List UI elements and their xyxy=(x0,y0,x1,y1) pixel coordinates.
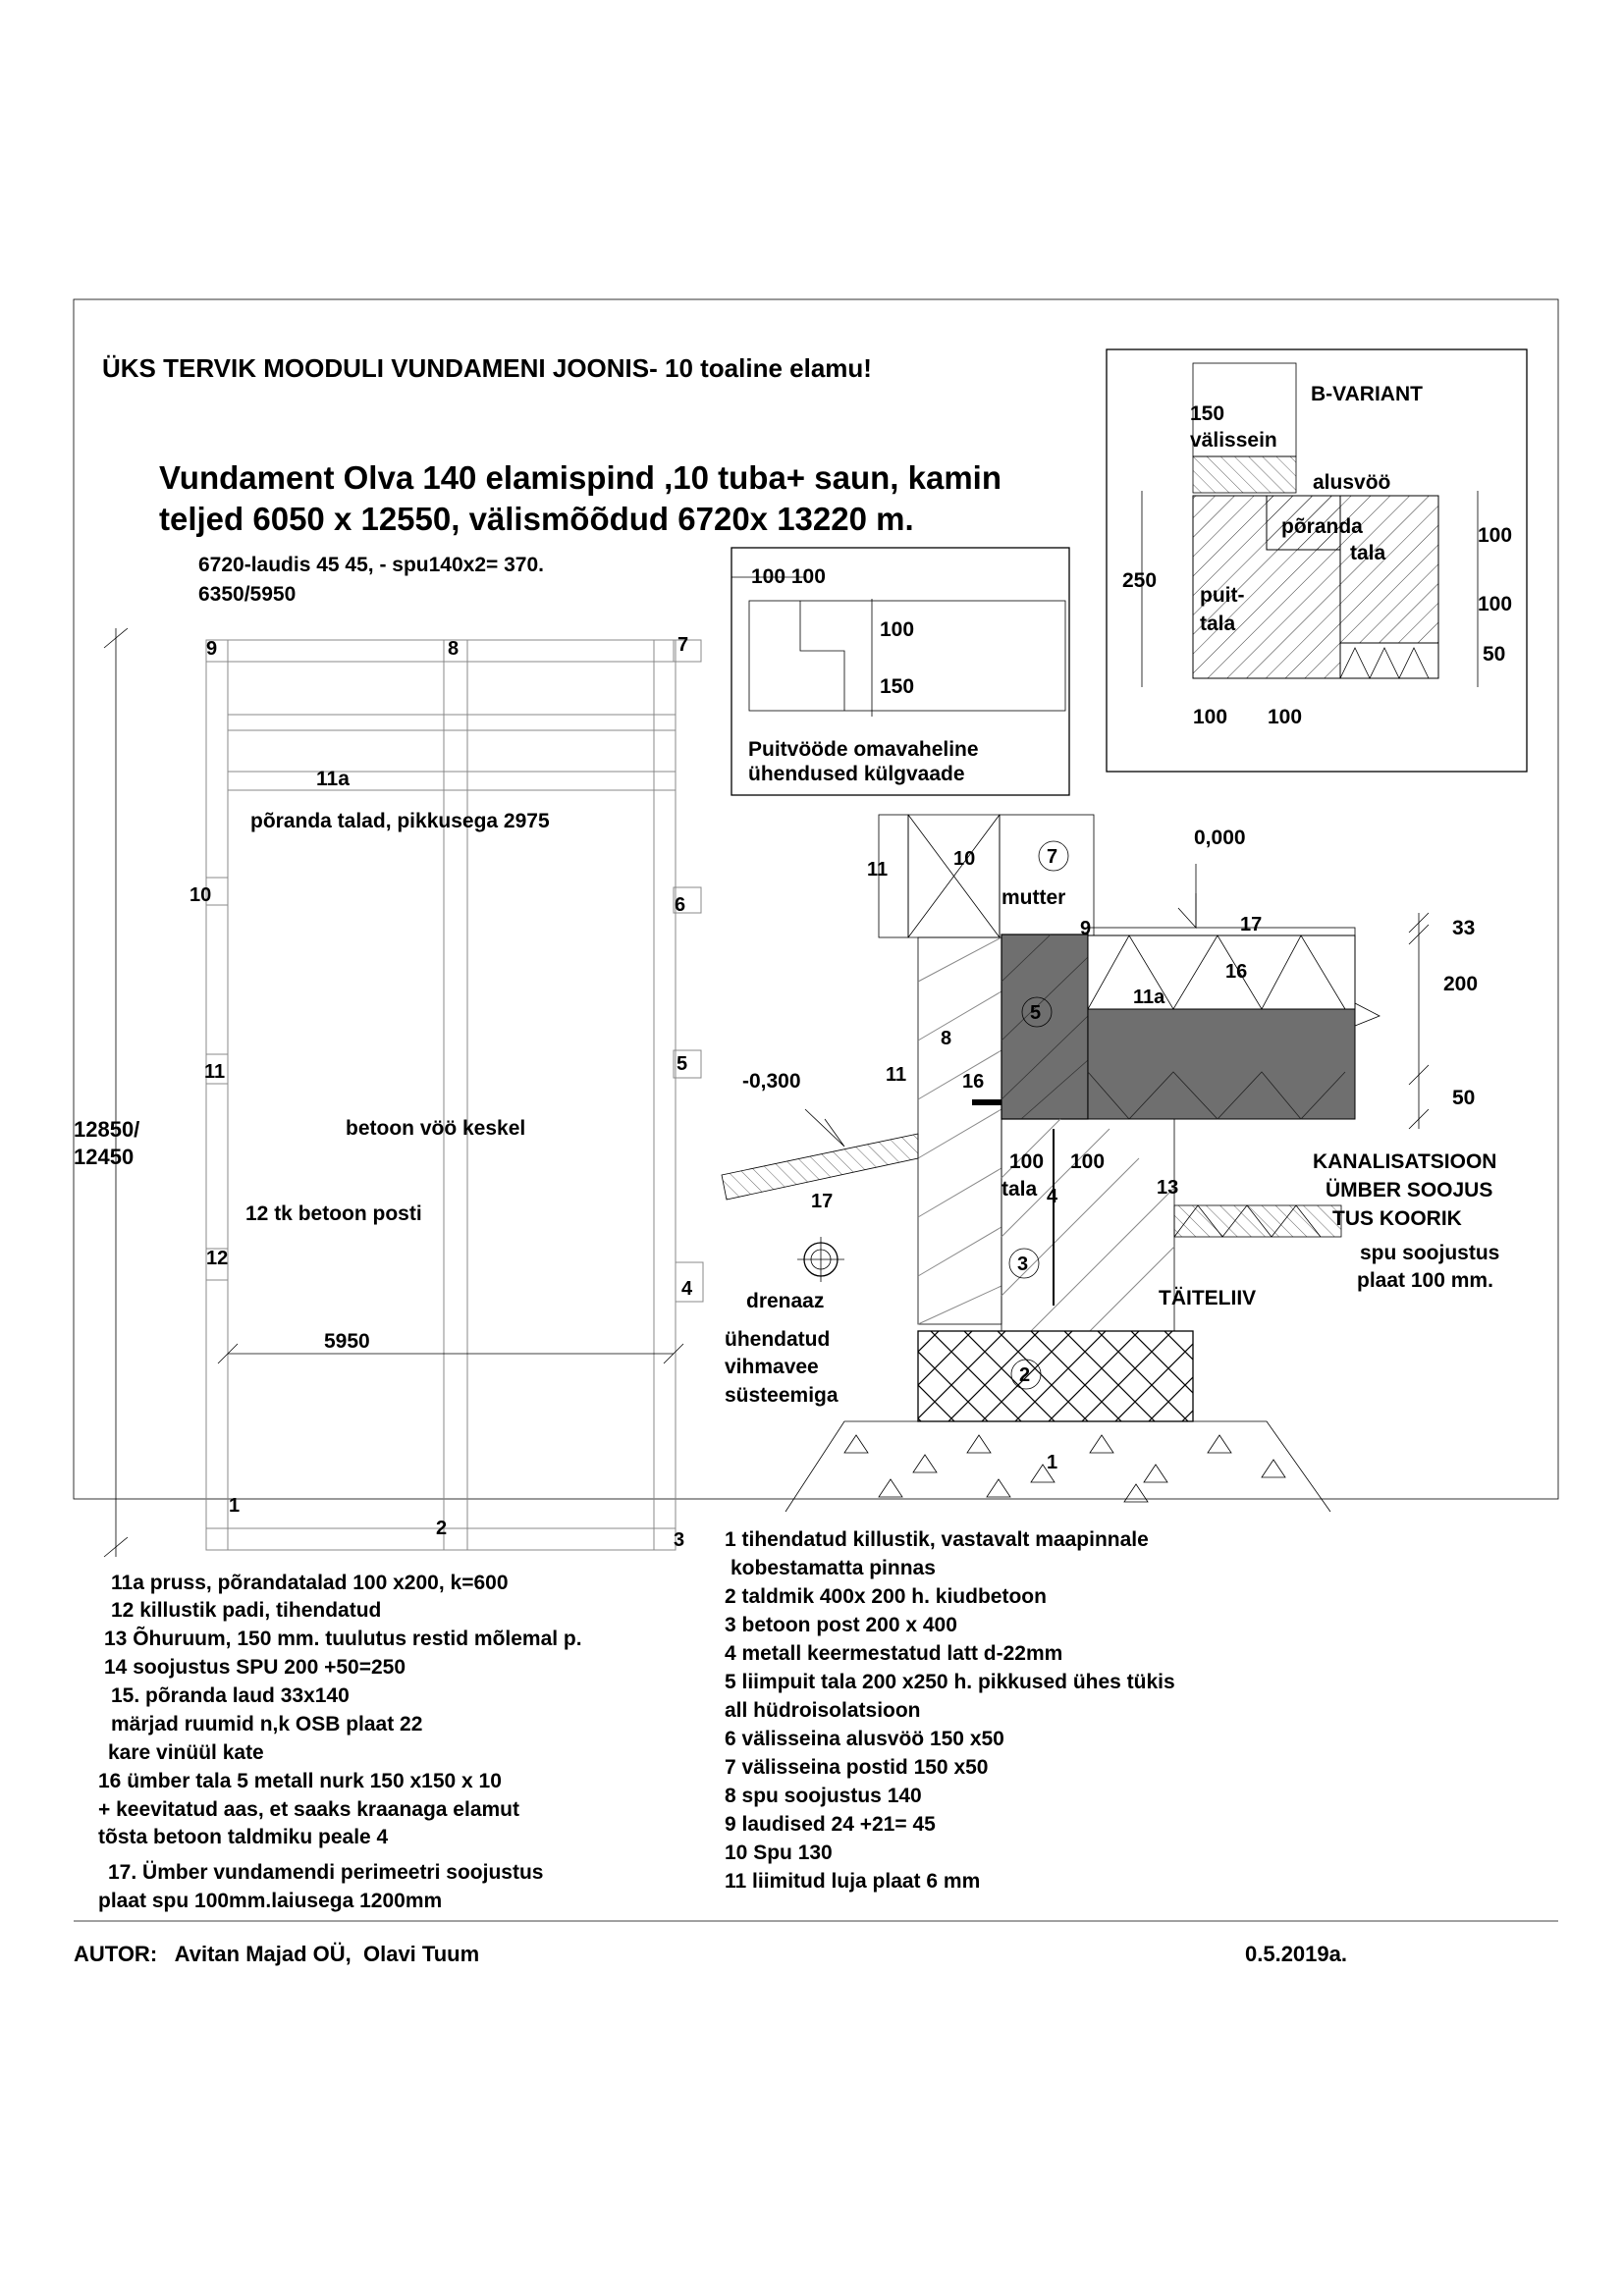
legend-right-item: kobestamatta pinnas xyxy=(731,1557,936,1579)
section-label-1: 1 xyxy=(1047,1452,1058,1473)
b-variant-sill xyxy=(1193,456,1296,493)
section-label-15: 17 xyxy=(1240,914,1263,935)
section-label-8: 10 xyxy=(953,848,976,870)
plan-height-dim xyxy=(74,1117,145,1169)
legend-left-item: kare vinüül kate xyxy=(108,1741,264,1764)
section-level-minus: -0,300 xyxy=(742,1070,801,1093)
marker-2-label: 2 xyxy=(1019,1364,1031,1386)
b-variant-wall-label: välissein xyxy=(1190,429,1277,452)
section-right-dim-200: 200 xyxy=(1443,973,1479,995)
section-perimeter-insulation xyxy=(722,1134,918,1200)
section-gravel-bed xyxy=(785,1421,1330,1512)
b-variant-title: B-VARIANT xyxy=(1311,383,1423,405)
post-3 xyxy=(654,1528,676,1550)
b-variant-alusvoo: alusvöö xyxy=(1313,471,1391,494)
section-fill: TÄITELIIV xyxy=(1159,1287,1257,1309)
section-sewer-3: TUS KOORIK xyxy=(1332,1207,1462,1230)
section-insulation-8 xyxy=(908,815,1000,937)
b-variant-detail xyxy=(1107,349,1527,772)
b-variant-wood-beam-2: tala xyxy=(1200,613,1236,635)
section-label-10: 8 xyxy=(941,1028,952,1049)
section-gravel-triangles xyxy=(844,1435,1285,1502)
plan-height-dim-line-2: 12450 xyxy=(74,1145,135,1169)
section-beam-dim-2: 100 xyxy=(1070,1150,1106,1173)
side-detail-caption-1: Puitvööde omavaheline xyxy=(748,738,979,761)
section-label-14: 16 xyxy=(1225,961,1248,983)
section-label-9: 11 xyxy=(867,859,889,881)
legend-right-item: 4 metall keermestatud latt d-22mm xyxy=(725,1642,1063,1665)
foundation-cross-section xyxy=(722,815,1499,1512)
footer-author: AUTOR: Avitan Majad OÜ, Olavi Tuum xyxy=(74,1942,480,1966)
section-sewer-2: ÜMBER SOOJUS xyxy=(1326,1179,1493,1201)
plan-axis-11a: 11a xyxy=(316,768,350,790)
footer-date: 0.5.2019a. xyxy=(1245,1942,1347,1966)
plan-axis-3: 3 xyxy=(674,1529,685,1551)
b-variant-bottom-dim-2: 100 xyxy=(1268,706,1303,728)
section-right-dim-50: 50 xyxy=(1452,1087,1476,1109)
legend-left-item: märjad ruumid n,k OSB plaat 22 xyxy=(111,1713,423,1735)
plan-axis-12: 12 xyxy=(206,1248,229,1269)
legend-left-item: + keevitatud aas, et saaks kraanaga elamut xyxy=(98,1798,519,1821)
legend-left-item: 11a pruss, põrandatalad 100 x200, k=600 xyxy=(111,1572,509,1594)
side-detail-dim-150: 150 xyxy=(880,675,915,698)
legend-right-item: 5 liimpuit tala 200 x250 h. pikkused ühes tükis xyxy=(725,1671,1175,1693)
plan-posts-label: 12 tk betoon posti xyxy=(245,1202,422,1225)
b-variant-bottom-dim-1: 100 xyxy=(1193,706,1228,728)
legend-left-item: 16 ümber tala 5 metall nurk 150 x150 x 10 xyxy=(98,1770,502,1792)
plan-note-2: 6350/5950 xyxy=(198,583,297,606)
plan-axis-11: 11 xyxy=(204,1061,226,1083)
post-1 xyxy=(206,1528,228,1550)
subtitle-line-2: teljed 6050 x 12550, välismõõdud 6720x 13220 m. xyxy=(159,501,914,537)
legend-left-item: tõsta betoon taldmiku peale 4 xyxy=(98,1826,389,1848)
section-insul-2: plaat 100 mm. xyxy=(1357,1269,1493,1292)
plan-axis-7: 7 xyxy=(677,634,689,656)
section-drain-conn-2: vihmavee xyxy=(725,1356,819,1378)
section-tala: tala xyxy=(1001,1178,1038,1201)
plan-axis-1: 1 xyxy=(229,1495,241,1517)
section-beam-5 xyxy=(1001,934,1088,1119)
plan-axis-9: 9 xyxy=(206,638,218,660)
legend-right-item: 6 välisseina alusvöö 150 x50 xyxy=(725,1728,1004,1750)
legend-right-item: 10 Spu 130 xyxy=(725,1842,833,1864)
legend-left-item: 14 soojustus SPU 200 +50=250 xyxy=(104,1656,406,1679)
b-variant-right-dim-2: 100 xyxy=(1478,593,1513,615)
legend-right-item: 9 laudised 24 +21= 45 xyxy=(725,1813,936,1836)
legend-left-item: 12 killustik padi, tihendatud xyxy=(111,1599,382,1622)
b-variant-floor-beam-1: põranda xyxy=(1281,515,1363,538)
legend-right-item: 7 välisseina postid 150 x50 xyxy=(725,1756,989,1779)
section-wall-plate xyxy=(918,937,1001,1324)
section-insulation-board xyxy=(1174,1205,1341,1237)
section-label-11a: 11a xyxy=(1133,987,1165,1008)
legend-left xyxy=(98,1572,582,1912)
section-footing xyxy=(918,1331,1193,1421)
plan-axis-8: 8 xyxy=(448,638,460,660)
section-drain-conn-3: süsteemiga xyxy=(725,1384,839,1407)
legend-right-item: 11 liimitud luja plaat 6 mm xyxy=(725,1870,981,1893)
section-level-zero-marker xyxy=(1178,893,1196,928)
side-detail-joint xyxy=(800,601,844,711)
section-label-6: 9 xyxy=(1080,918,1092,939)
marker-3-label: 3 xyxy=(1017,1254,1029,1275)
section-label-17: 17 xyxy=(811,1191,834,1212)
legend-right-item: 2 taldmik 400x 200 h. kiudbetoon xyxy=(725,1585,1047,1608)
plan-concrete-belt-label: betoon vöö keskel xyxy=(346,1117,526,1140)
section-mutter: mutter xyxy=(1001,886,1066,909)
legend-left-item: 15. põranda laud 33x140 xyxy=(111,1684,350,1707)
subtitle-line-1: Vundament Olva 140 elamispind ,10 tuba+ saun, kamin xyxy=(159,459,1001,496)
plan-axis-2: 2 xyxy=(436,1518,448,1539)
legend-right-item: all hüdroisolatsioon xyxy=(725,1699,921,1722)
marker-7-label: 7 xyxy=(1047,846,1058,868)
legend-right-item: 1 tihendatud killustik, vastavalt maapinnale xyxy=(725,1528,1149,1551)
section-insul-1: spu soojustus xyxy=(1360,1242,1500,1264)
section-beam-dim-1: 100 xyxy=(1009,1150,1045,1173)
drawing-title: ÜKS TERVIK MOODULI VUNDAMENI JOONIS- 10 toaline elamu! xyxy=(102,353,872,383)
section-drain-conn-1: ühendatud xyxy=(725,1328,831,1351)
section-insulation-leader xyxy=(1355,1003,1380,1026)
section-label-11: 11 xyxy=(886,1064,907,1086)
section-level-minus-marker xyxy=(805,1109,844,1147)
plan-axis-10: 10 xyxy=(189,884,212,906)
section-floor-insulation xyxy=(1088,935,1355,1009)
b-variant-wood-beam-1: puit- xyxy=(1200,584,1245,607)
floor-plan xyxy=(74,554,703,1557)
side-detail-dim-100: 100 xyxy=(880,618,915,641)
section-label-13: 13 xyxy=(1157,1177,1179,1199)
section-floor-board-15 xyxy=(1088,928,1355,935)
side-connection-detail xyxy=(731,548,1069,795)
section-wall-diagonals xyxy=(918,937,1001,1324)
b-variant-floor-beam-2: tala xyxy=(1350,542,1386,564)
section-sewer-1: KANALISATSIOON xyxy=(1313,1150,1497,1173)
section-drain: drenaaz xyxy=(746,1290,825,1312)
side-detail-dim-top: 100 100 xyxy=(751,565,826,588)
legend-left-item: 17. Ümber vundamendi perimeetri soojustus xyxy=(108,1861,544,1884)
plan-axis-6: 6 xyxy=(675,894,686,916)
legend-right-item: 8 spu soojustus 140 xyxy=(725,1785,922,1807)
legend-left-item: plaat spu 100mm.laiusega 1200mm xyxy=(98,1890,443,1912)
b-variant-right-dim-1: 100 xyxy=(1478,524,1513,547)
b-variant-right-dim-3: 50 xyxy=(1483,643,1506,666)
plan-beam-a xyxy=(228,715,676,730)
plan-note-1: 6720-laudis 45 45, - spu140x2= 370. xyxy=(198,554,544,576)
plan-floor-beams-label: põranda talad, pikkusega 2975 xyxy=(250,810,550,832)
section-metal-angle xyxy=(972,1099,1001,1105)
plan-axis-4: 4 xyxy=(681,1278,693,1300)
legend-right xyxy=(725,1528,1175,1893)
marker-5-label: 5 xyxy=(1030,1002,1042,1024)
plan-height-dim-line-1: 12850/ xyxy=(74,1117,140,1142)
plan-axis-5: 5 xyxy=(677,1053,688,1075)
section-right-dim-33: 33 xyxy=(1452,917,1476,939)
b-variant-wall-dim: 150 xyxy=(1190,402,1225,425)
plan-beam-b xyxy=(228,772,676,790)
legend-left-item: 13 Õhuruum, 150 mm. tuulutus restid mõlemal p. xyxy=(104,1628,582,1650)
b-variant-height-label: 250 xyxy=(1122,569,1158,592)
legend-right-item: 3 betoon post 200 x 400 xyxy=(725,1614,957,1636)
plan-outline xyxy=(206,640,676,1550)
section-floor-insulation-lower xyxy=(1088,1009,1355,1119)
section-label-16: 16 xyxy=(962,1071,985,1093)
section-level-zero: 0,000 xyxy=(1194,827,1246,849)
plan-width-dim: 5950 xyxy=(324,1330,370,1353)
side-detail-caption-2: ühendused külgvaade xyxy=(748,763,965,785)
section-label-4: 4 xyxy=(1047,1186,1058,1207)
